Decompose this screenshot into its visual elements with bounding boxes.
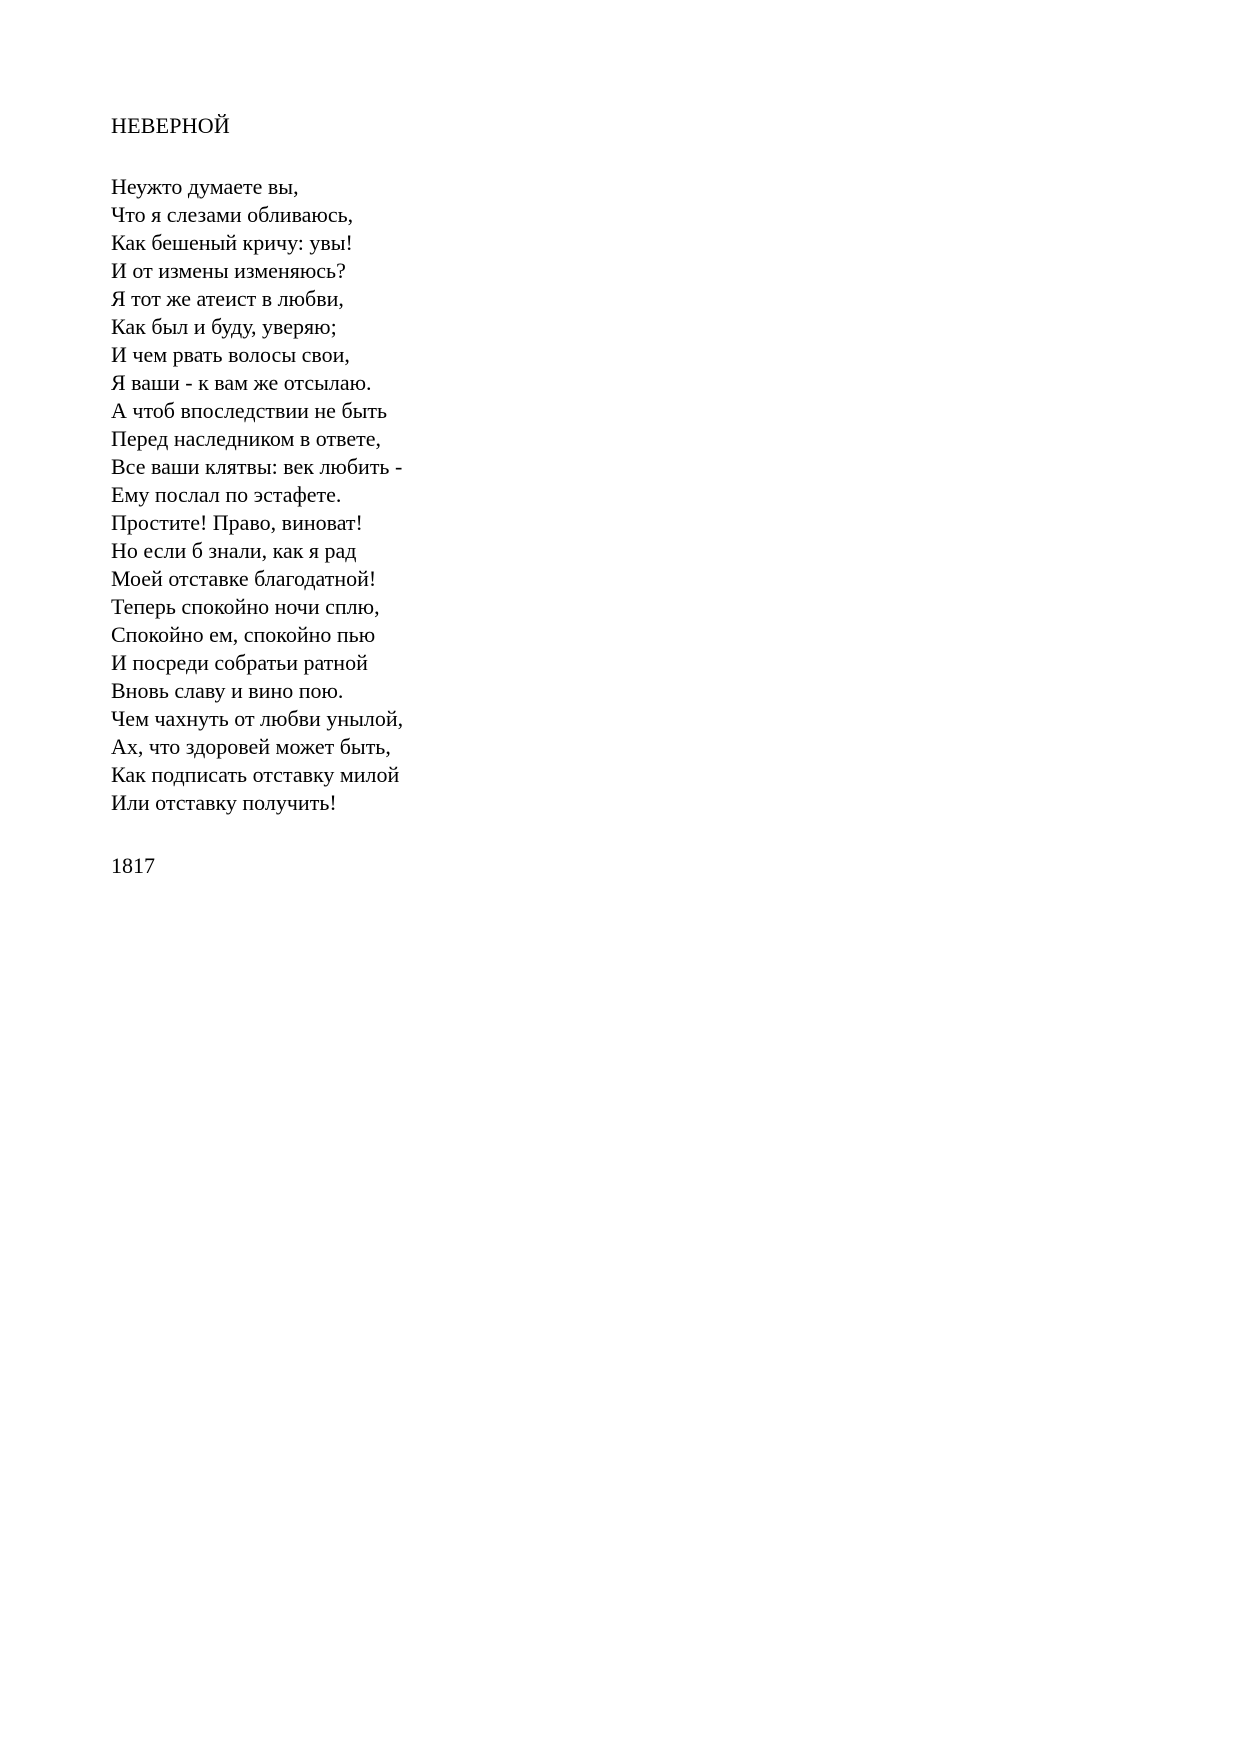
poem-line: И посреди собратьи ратной bbox=[111, 650, 368, 675]
poem-line: Я ваши - к вам же отсылаю. bbox=[111, 370, 372, 395]
poem-line: Теперь спокойно ночи сплю, bbox=[111, 594, 380, 619]
poem-line: Все ваши клятвы: век любить - bbox=[111, 454, 403, 479]
poem-line: И чем рвать волосы свои, bbox=[111, 342, 350, 367]
poem-line: Чем чахнуть от любви унылой, bbox=[111, 706, 404, 731]
poem-line: Как был и буду, уверяю; bbox=[111, 314, 337, 339]
poem-line: И от измены изменяюсь? bbox=[111, 258, 346, 283]
poem-line: Что я слезами обливаюсь, bbox=[111, 202, 354, 227]
poem-line: Ему послал по эстафете. bbox=[111, 482, 342, 507]
poem-line: Или отставку получить! bbox=[111, 790, 337, 815]
poem-line: Как бешеный кричу: увы! bbox=[111, 230, 353, 255]
poem-line: Ах, что здоровей может быть, bbox=[111, 734, 391, 759]
poem-line: Но если б знали, как я рад bbox=[111, 538, 357, 563]
poem-line: Как подписать отставку милой bbox=[111, 762, 400, 787]
poem-line: Простите! Право, виноват! bbox=[111, 510, 363, 535]
poem-line: Спокойно ем, спокойно пью bbox=[111, 622, 376, 647]
poem-line: А чтоб впоследствии не быть bbox=[111, 398, 388, 423]
document-page bbox=[111, 112, 1011, 878]
poem-body bbox=[111, 173, 403, 817]
poem-line: Я тот же атеист в любви, bbox=[111, 286, 344, 311]
poem-year: 1817 bbox=[111, 853, 155, 878]
poem-line: Неужто думаете вы, bbox=[111, 174, 299, 199]
poem-title: НЕВЕРНОЙ bbox=[111, 113, 230, 138]
poem-line: Перед наследником в ответе, bbox=[111, 426, 382, 451]
poem-line: Моей отставке благодатной! bbox=[111, 566, 377, 591]
poem-line: Вновь славу и вино пою. bbox=[111, 678, 344, 703]
